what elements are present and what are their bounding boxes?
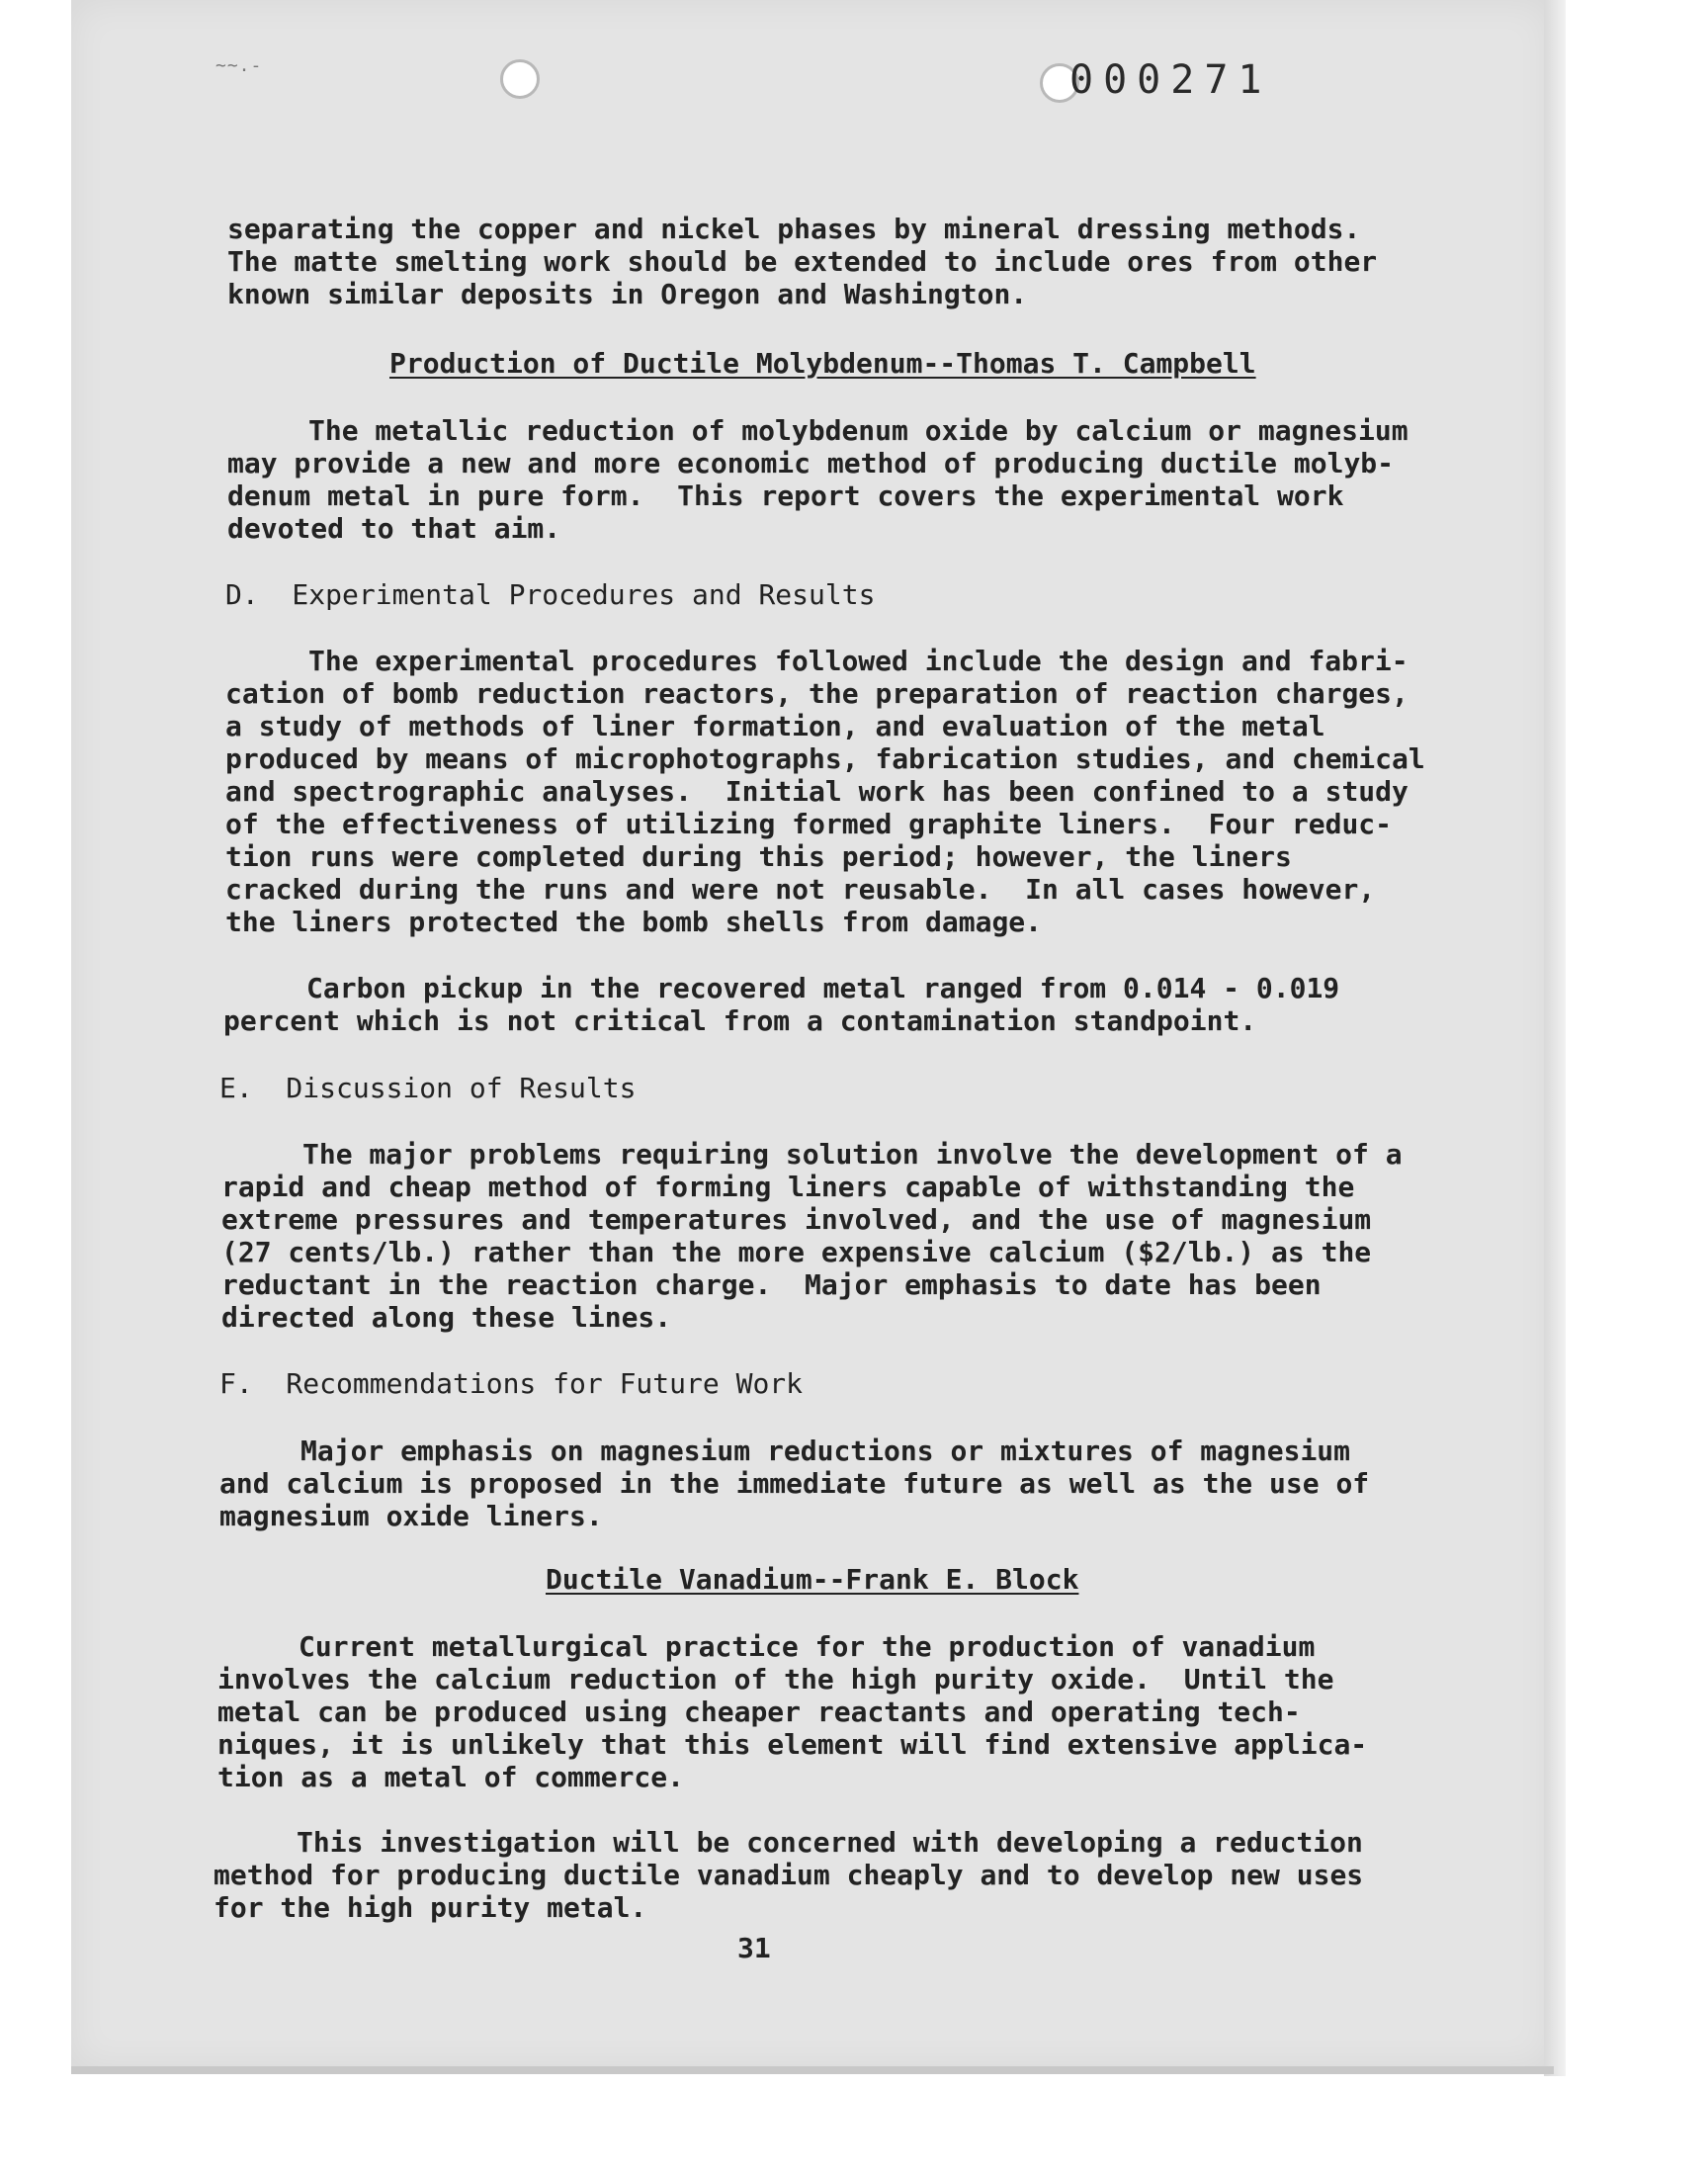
text-line: separating the copper and nickel phases by mineral dressing methods. xyxy=(227,213,1361,245)
text-line: devoted to that aim. xyxy=(227,512,561,545)
text-line: reductant in the reaction charge. Major emphasis to date has been xyxy=(221,1268,1322,1301)
text-line: the liners protected the bomb shells from damage. xyxy=(225,906,1043,938)
text-line: a study of methods of liner formation, and evaluation of the metal xyxy=(225,710,1325,742)
text-line: cracked during the runs and were not reusable. In all cases however, xyxy=(225,873,1376,906)
text-line: involves the calcium reduction of the high purity oxide. Until the xyxy=(217,1663,1334,1696)
text-line: The major problems requiring solution involve the development of a xyxy=(302,1138,1403,1171)
text-line: denum metal in pure form. This report covers the experimental work xyxy=(227,479,1344,512)
text-line: Major emphasis on magnesium reductions or mixtures of magnesium xyxy=(300,1435,1351,1467)
text-line: directed along these lines. xyxy=(221,1301,672,1334)
text-line: and spectrographic analyses. Initial work has been confined to a study xyxy=(225,775,1409,808)
corner-mark: ~~.- xyxy=(215,55,263,76)
subsection-label-f: F. Recommendations for Future Work xyxy=(219,1367,804,1400)
text-line: method for producing ductile vanadium cheaply and to develop new uses xyxy=(214,1859,1364,1891)
text-line: known similar deposits in Oregon and Washington. xyxy=(227,278,1028,310)
text-line: This investigation will be concerned with developing a reduction xyxy=(297,1826,1363,1859)
subsection-label-e: E. Discussion of Results xyxy=(219,1072,637,1104)
text-line: extreme pressures and temperatures involved, and the use of magnesium xyxy=(221,1203,1372,1236)
text-line: Carbon pickup in the recovered metal ranged from 0.014 - 0.019 xyxy=(306,972,1340,1004)
text-line: Current metallurgical practice for the production of vanadium xyxy=(299,1630,1316,1663)
text-line: The experimental procedures followed include the design and fabri- xyxy=(308,645,1409,677)
text-line: of the effectiveness of utilizing formed graphite liners. Four reduc- xyxy=(225,808,1393,840)
text-line: (27 cents/lb.) rather than the more expensive calcium ($2/lb.) as the xyxy=(221,1236,1372,1268)
punch-hole-left xyxy=(500,59,540,99)
text-line: cation of bomb reduction reactors, the preparation of reaction charges, xyxy=(225,677,1409,710)
text-line: for the high purity metal. xyxy=(214,1891,647,1924)
page-bottom-edge xyxy=(71,2066,1554,2074)
text-line: magnesium oxide liners. xyxy=(219,1500,603,1532)
text-line: produced by means of microphotographs, fabrication studies, and chemical xyxy=(225,742,1425,775)
text-line: and calcium is proposed in the immediate future as well as the use of xyxy=(219,1467,1370,1500)
document-number-stamp: 000271 xyxy=(1069,57,1272,103)
text-line: The matte smelting work should be extended to include ores from other xyxy=(227,245,1378,278)
text-line: tion runs were completed during this period; however, the liners xyxy=(225,840,1292,873)
text-line: rapid and cheap method of forming liners capable of withstanding the xyxy=(221,1171,1355,1203)
text-line: metal can be produced using cheaper reactants and operating tech- xyxy=(217,1696,1301,1728)
text-line: niques, it is unlikely that this element will find extensive applica- xyxy=(217,1728,1368,1761)
text-line: tion as a metal of commerce. xyxy=(217,1761,685,1793)
page-number: 31 xyxy=(737,1932,771,1964)
text-line: may provide a new and more economic method of producing ductile molyb- xyxy=(227,447,1395,479)
section-heading-molybdenum: Production of Ductile Molybdenum--Thomas T. Campbell xyxy=(389,347,1256,380)
section-heading-vanadium: Ductile Vanadium--Frank E. Block xyxy=(546,1563,1079,1596)
text-line: percent which is not critical from a contamination standpoint. xyxy=(223,1004,1257,1037)
subsection-label-d: D. Experimental Procedures and Results xyxy=(225,578,876,611)
page-edge xyxy=(1544,0,1566,2076)
text-line: The metallic reduction of molybdenum oxide by calcium or magnesium xyxy=(308,414,1409,447)
